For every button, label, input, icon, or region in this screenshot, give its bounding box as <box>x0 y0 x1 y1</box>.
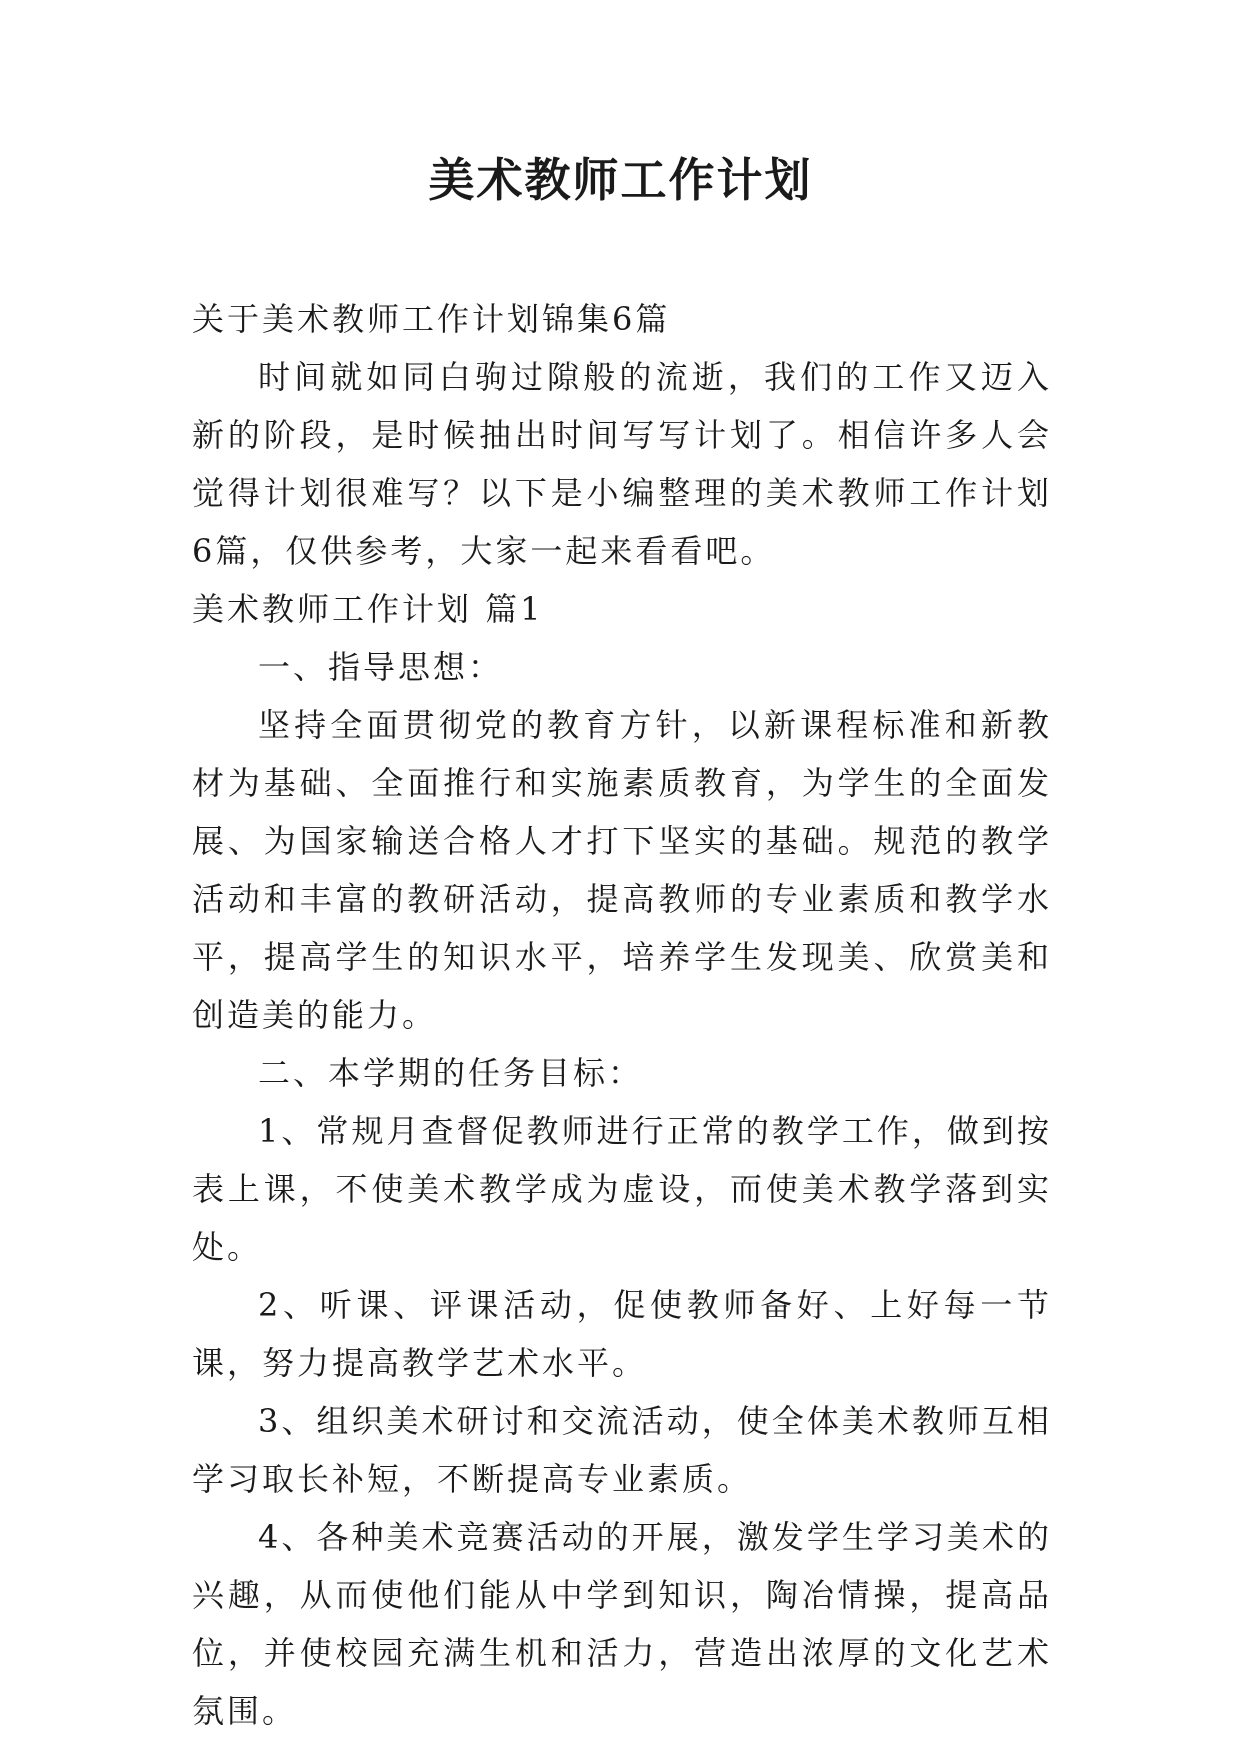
paragraph-intro: 时间就如同白驹过隙般的流逝，我们的工作又迈入新的阶段，是时候抽出时间写写计划了。相信许多人会觉得计划很难写？以下是小编整理的美术教师工作计划6篇，仅供参考，大家一起来看看吧。 <box>192 358 1052 570</box>
paragraph-guiding-ideology: 坚持全面贯彻党的教育方针，以新课程标准和新教材为基础、全面推行和实施素质教育，为学生的全面发展、为国家输送合格人才打下坚实的基础。规范的教学活动和丰富的教研活动，提高教师的专业素质和教学水平，提高学生的知识水平，培养学生发现美、欣赏美和创造美的能力。 <box>192 706 1052 1034</box>
page-title: 美术教师工作计划 <box>428 153 813 207</box>
list-item-goal-1: 1、常规月查督促教师进行正常的教学工作，做到按表上课，不使美术教学成为虚设，而使美术教学落到实处。 <box>192 1112 1052 1266</box>
paragraph-subtitle: 关于美术教师工作计划锦集6篇 <box>192 300 671 338</box>
subheading-task-goals: 二、本学期的任务目标： <box>258 1054 644 1092</box>
document-body <box>192 290 1052 1740</box>
list-item-goal-4: 4、各种美术竞赛活动的开展，激发学生学习美术的兴趣，从而使他们能从中学到知识，陶冶情操，提高品位，并使校园充满生机和活力，营造出浓厚的文化艺术氛围。 <box>192 1518 1052 1730</box>
subheading-guiding-ideology: 一、指导思想： <box>258 648 504 686</box>
list-item-goal-2: 2、听课、评课活动，促使教师备好、上好每一节课，努力提高教学艺术水平。 <box>192 1286 1052 1382</box>
list-item-goal-3: 3、组织美术研讨和交流活动，使全体美术教师互相学习取长补短，不断提高专业素质。 <box>192 1402 1052 1498</box>
section-heading: 美术教师工作计划 篇1 <box>192 590 544 628</box>
